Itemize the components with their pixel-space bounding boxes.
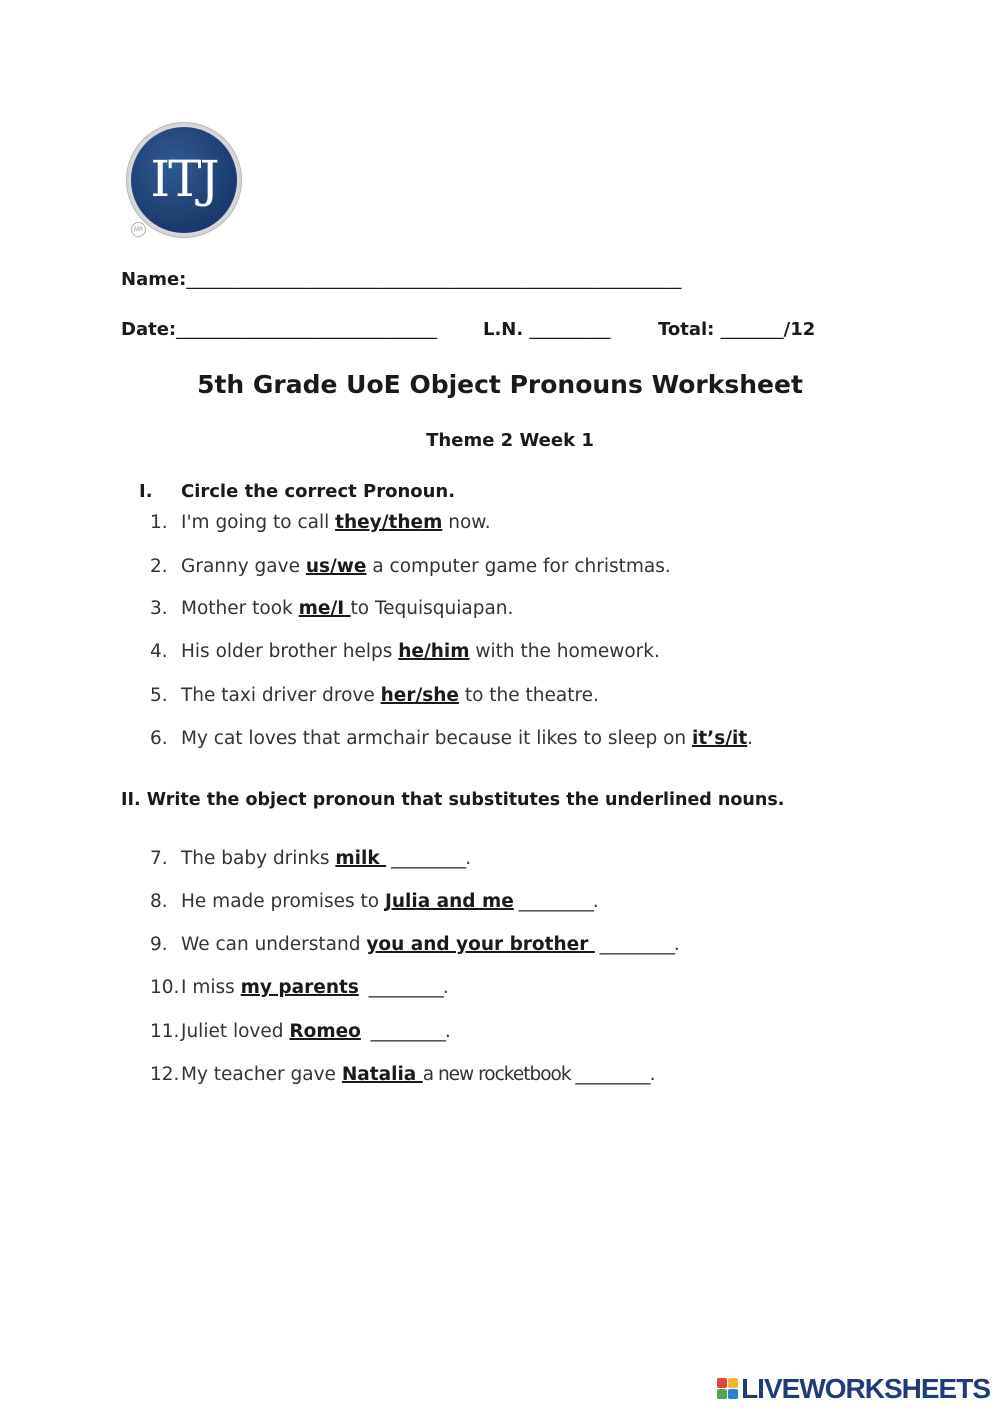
question-text: Juliet loved [181, 1021, 290, 1042]
worksheet-subtitle: Theme 2 Week 1 [426, 430, 594, 451]
question-text: His older brother helps [181, 641, 399, 662]
answer-blank[interactable]: _________. [513, 891, 598, 912]
question-text: I miss [181, 977, 241, 998]
name-field[interactable]: _______________________________________________________ [186, 269, 682, 290]
question-number: 3. [150, 598, 168, 619]
question-number: 6. [150, 728, 168, 749]
question-6[interactable] [150, 728, 753, 749]
pronoun-choice[interactable]: he/him [398, 641, 470, 662]
pronoun-choice[interactable]: her/she [380, 685, 459, 706]
question-9[interactable] [150, 934, 679, 955]
question-number: 5. [150, 685, 168, 706]
pronoun-choice[interactable]: it’s/it [692, 728, 748, 749]
answer-blank[interactable]: a new rocketbook _________. [422, 1064, 655, 1085]
question-text: with the homework. [469, 641, 660, 662]
date-label: Date: [121, 319, 177, 340]
question-text: Mother took [181, 598, 299, 619]
underlined-noun: my parents [240, 977, 359, 998]
question-number: 7. [150, 848, 168, 869]
date-field[interactable]: _____________________________ [176, 319, 438, 340]
answer-blank[interactable]: _________. [386, 848, 471, 869]
question-number: 4. [150, 641, 168, 662]
question-text: My teacher gave [181, 1064, 342, 1085]
ln-label: L.N. [483, 319, 524, 340]
footer-brand: LIVEWORKSHEETS [741, 1373, 990, 1404]
question-4[interactable] [150, 641, 660, 662]
total-row [658, 319, 815, 340]
ln-row [483, 319, 611, 340]
question-7[interactable] [150, 848, 470, 869]
total-field[interactable]: _______ [720, 319, 784, 340]
section2-instruction: II. Write the object pronoun that substitutes the underlined nouns. [121, 790, 785, 810]
question-12[interactable] [150, 1064, 655, 1085]
date-row [121, 319, 437, 340]
question-number: 12. [150, 1064, 180, 1085]
question-number: 9. [150, 934, 168, 955]
question-text: We can understand [181, 934, 367, 955]
pronoun-choice[interactable]: me/I [298, 598, 351, 619]
registered-mark: MR [131, 222, 146, 237]
question-text: He made promises to [181, 891, 385, 912]
underlined-noun: milk [335, 848, 387, 869]
underlined-noun: Julia and me [384, 891, 514, 912]
total-label: Total: [658, 319, 715, 340]
pronoun-choice[interactable]: us/we [305, 556, 367, 577]
question-number: 11. [150, 1021, 180, 1042]
pronoun-choice[interactable]: they/them [335, 512, 443, 533]
liveworksheets-footer[interactable] [717, 1373, 990, 1405]
question-number: 8. [150, 891, 168, 912]
itj-logo [131, 127, 237, 233]
logo-text: ITJ [150, 150, 218, 208]
question-11[interactable] [150, 1021, 450, 1042]
question-10[interactable] [150, 977, 448, 998]
section1-heading [139, 481, 455, 502]
section1-instruction: Circle the correct Pronoun. [181, 481, 456, 502]
ln-field[interactable]: _________ [529, 319, 611, 340]
answer-blank[interactable]: _________. [594, 934, 679, 955]
question-number: 2. [150, 556, 168, 577]
question-text: to the theatre. [458, 685, 599, 706]
question-text: now. [442, 512, 491, 533]
underlined-noun: Natalia [341, 1064, 423, 1085]
worksheet-title: 5th Grade UoE Object Pronouns Worksheet [197, 370, 803, 399]
question-5[interactable] [150, 685, 599, 706]
question-1[interactable] [150, 512, 491, 533]
question-text: The taxi driver drove [181, 685, 381, 706]
section1-numeral: I. [139, 481, 153, 502]
question-text: . [747, 728, 754, 749]
name-label: Name: [121, 269, 187, 290]
question-number: 1. [150, 512, 168, 533]
liveworksheets-icon [717, 1378, 739, 1400]
answer-blank[interactable]: _________. [358, 977, 448, 998]
name-row [121, 269, 681, 290]
question-8[interactable] [150, 891, 598, 912]
underlined-noun: Romeo [289, 1021, 361, 1042]
total-max: /12 [783, 319, 816, 340]
question-text: to Tequisquiapan. [350, 598, 514, 619]
answer-blank[interactable]: _________. [360, 1021, 450, 1042]
question-text: Granny gave [181, 556, 306, 577]
question-2[interactable] [150, 556, 671, 577]
question-text: My cat loves that armchair because it likes to sleep on [181, 728, 692, 749]
question-text: a computer game for christmas. [366, 556, 671, 577]
question-text: The baby drinks [181, 848, 336, 869]
question-number: 10. [150, 977, 180, 998]
question-3[interactable] [150, 598, 513, 619]
question-text: I'm going to call [181, 512, 336, 533]
underlined-noun: you and your brother [366, 934, 595, 955]
